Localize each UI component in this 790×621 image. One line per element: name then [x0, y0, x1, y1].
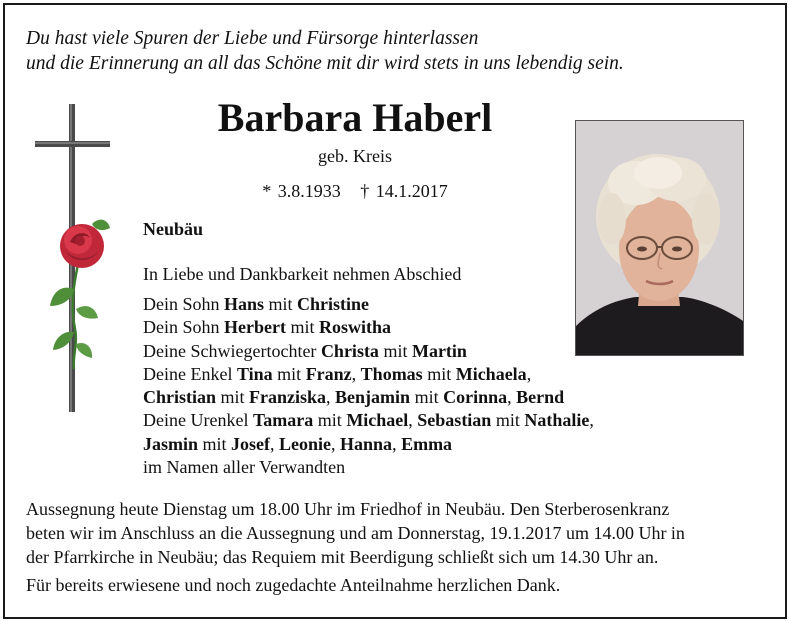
family-member-name: Martin: [411, 340, 467, 361]
family-line-text: ,: [270, 433, 280, 454]
family-line-text: ,: [331, 433, 341, 454]
family-member-name: Franz: [305, 363, 352, 384]
family-line-text: mit: [422, 363, 456, 384]
family-member-name: Christine: [297, 294, 370, 314]
motto-line-2: und die Erinnerung an all das Schöne mit dir wird stets in uns lebendig sein.: [26, 53, 624, 74]
family-line-text: mit: [285, 317, 319, 338]
family-member-name: Christian: [143, 387, 217, 408]
family-line-text: mit: [272, 363, 306, 384]
maiden-name: geb. Kreis: [318, 146, 392, 166]
farewell-intro: In Liebe und Dankbarkeit nehmen Abschied: [143, 264, 462, 284]
family-line: [143, 363, 594, 386]
family-member-name: Bernd: [516, 387, 565, 408]
family-line-text: ,: [526, 363, 532, 384]
family-line-text: mit: [491, 410, 525, 431]
family-line: [143, 386, 594, 409]
family-member-name: Franziska: [249, 387, 327, 408]
family-line-text: Dein Sohn: [143, 317, 224, 338]
family-line: [143, 409, 594, 432]
family-member-name: Christa: [320, 340, 379, 361]
family-member-name: Roswitha: [318, 317, 391, 338]
family-line-text: ,: [326, 387, 336, 408]
family-member-name: Jasmin: [143, 433, 199, 454]
motto-line-1: Du hast viele Spuren der Liebe und Fürsorge hinterlassen: [26, 28, 479, 49]
funeral-details: [26, 497, 766, 569]
portrait-photo: [575, 120, 744, 356]
family-line-text: ,: [392, 433, 402, 454]
family-line-text: ,: [507, 387, 517, 408]
thanks-note: Für bereits erwiesene und noch zugedachte Anteilnahme herzlichen Dank.: [26, 575, 561, 595]
family-member-name: Herbert: [224, 317, 286, 338]
family-list: [143, 293, 594, 479]
family-line-text: mit: [313, 410, 347, 431]
family-line: [143, 316, 594, 339]
family-line-text: Deine Schwiegertochter: [143, 340, 321, 361]
family-line-text: Dein Sohn: [143, 294, 224, 314]
family-member-name: Emma: [401, 433, 453, 454]
family-line-text: mit: [410, 387, 444, 408]
family-member-name: Leonie: [279, 433, 332, 454]
family-member-name: Corinna: [443, 387, 508, 408]
funeral-line: beten wir im Anschluss an die Aussegnung und am Donnerstag, 19.1.2017 um 14.00 Uhr in: [26, 523, 685, 543]
family-line-text: mit: [378, 340, 412, 361]
family-member-name: Hans: [224, 294, 265, 314]
funeral-line: Aussegnung heute Dienstag um 18.00 Uhr im Friedhof in Neubäu. Den Sterberosenkranz: [26, 499, 670, 519]
family-member-name: Nathalie: [524, 410, 590, 431]
family-member-name: Tina: [236, 363, 273, 384]
family-member-name: Thomas: [360, 363, 423, 384]
life-dates: * 3.8.1933 † 14.1.2017: [262, 181, 448, 201]
family-line: [143, 293, 594, 316]
family-line-text: ,: [351, 363, 361, 384]
family-line-text: Deine Urenkel: [143, 410, 253, 431]
cross-with-rose-icon: [30, 104, 120, 416]
family-member-name: Sebastian: [417, 410, 492, 431]
family-member-name: Michael: [346, 410, 409, 431]
family-line: [143, 340, 594, 363]
deceased-name: Barbara Haberl: [217, 95, 493, 140]
family-line-text: im Namen aller Verwandten: [143, 457, 346, 478]
hometown: Neubäu: [143, 219, 204, 239]
family-member-name: Josef: [231, 433, 271, 454]
family-member-name: Tamara: [252, 410, 314, 431]
family-line-text: ,: [408, 410, 418, 431]
family-member-name: Michaela: [455, 363, 527, 384]
family-line-text: ,: [589, 410, 594, 431]
family-line-text: Deine Enkel: [143, 363, 237, 384]
family-line-text: mit: [264, 294, 298, 314]
family-member-name: Benjamin: [335, 387, 411, 408]
funeral-line: der Pfarrkirche in Neubäu; das Requiem mit Beerdigung schließt sich um 14.30 Uhr an.: [26, 547, 659, 567]
family-line-text: mit: [198, 433, 232, 454]
family-line: [143, 456, 594, 479]
family-line-text: mit: [216, 387, 250, 408]
motto-quote: [26, 26, 624, 76]
family-line: [143, 433, 594, 456]
family-member-name: Hanna: [340, 433, 393, 454]
